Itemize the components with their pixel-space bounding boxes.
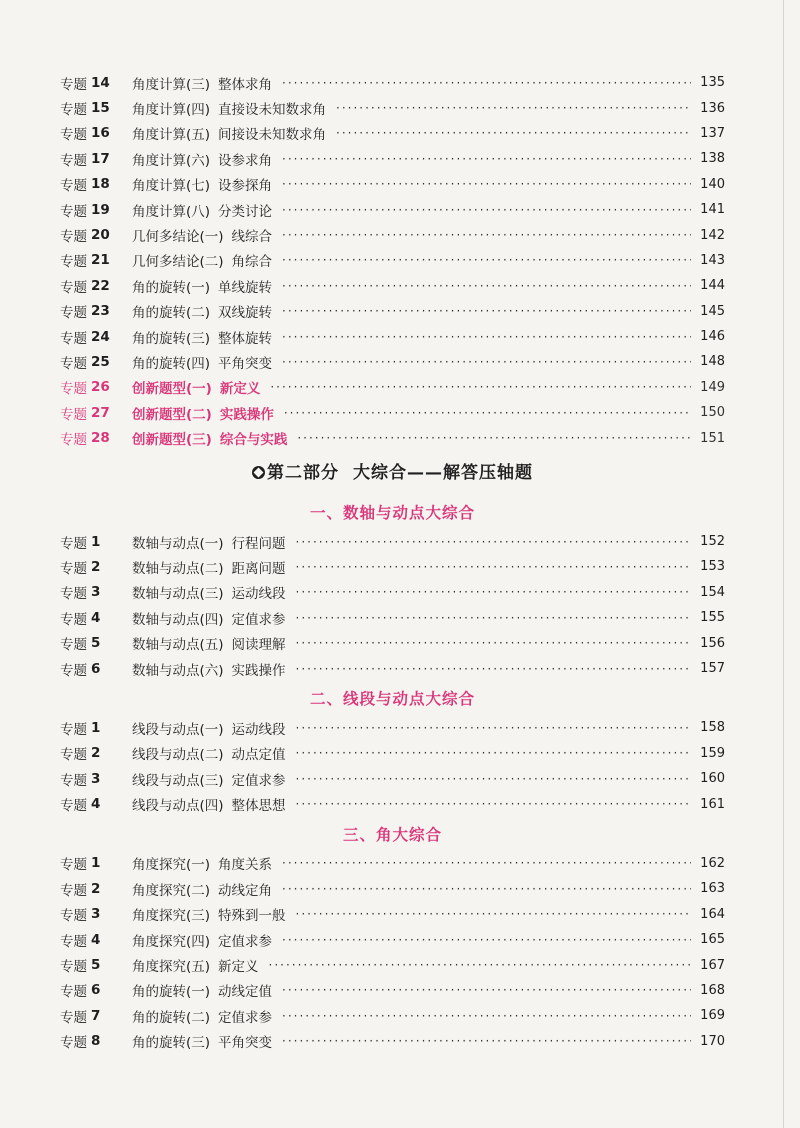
toc-entry[interactable]	[60, 248, 725, 273]
entry-page-number: 159	[700, 745, 725, 761]
entry-title: 整体旋转	[218, 330, 273, 347]
dot-leader	[296, 585, 691, 599]
section-heading: 三、角大综合	[342, 825, 442, 844]
entry-number: 3	[91, 584, 101, 601]
entry-label: 专题	[60, 882, 87, 899]
entry-series: 线段与动点(二)	[132, 747, 224, 764]
dot-leader	[282, 1009, 691, 1023]
entry-number: 5	[91, 957, 101, 974]
entry-title: 动线定值	[218, 984, 273, 1001]
entry-title: 平角突变	[218, 355, 273, 372]
toc-list-part1-tail	[60, 70, 725, 451]
entry-label: 专题	[60, 152, 87, 169]
entry-series: 数轴与动点(六)	[132, 662, 224, 679]
dot-leader	[282, 253, 691, 267]
entry-title: 单线旋转	[218, 279, 273, 296]
entry-number: 24	[91, 328, 110, 345]
entry-series: 角度探究(五)	[132, 959, 211, 976]
dot-leader	[282, 983, 691, 997]
toc-entry[interactable]	[60, 978, 725, 1003]
toc-entry[interactable]	[60, 927, 725, 952]
dot-leader	[282, 882, 691, 896]
dot-leader	[282, 203, 691, 217]
entry-number: 15	[91, 100, 110, 117]
entry-lead	[60, 557, 126, 577]
entry-page-number: 152	[700, 534, 725, 550]
entry-title: 实践操作	[231, 662, 286, 679]
entry-label: 专题	[60, 102, 87, 119]
entry-label: 专题	[60, 984, 87, 1001]
entry-label: 专题	[60, 560, 87, 577]
entry-page-number: 145	[700, 303, 725, 319]
entry-series: 角度计算(六)	[132, 152, 211, 169]
toc-entry[interactable]	[60, 1003, 725, 1028]
dot-leader	[282, 856, 691, 870]
entry-series: 角的旋转(三)	[132, 330, 211, 347]
dot-leader	[284, 406, 691, 420]
toc-entry[interactable]	[60, 630, 725, 655]
entry-title: 定值求参	[218, 1009, 273, 1026]
entry-page-number: 154	[700, 584, 725, 600]
entry-title: 定值求参	[218, 933, 273, 950]
dot-leader	[282, 355, 691, 369]
entry-lead	[60, 794, 126, 814]
part-heading	[60, 453, 725, 493]
toc-entry[interactable]	[60, 580, 725, 605]
entry-number: 4	[91, 796, 101, 813]
entry-lead	[60, 955, 126, 975]
dot-leader	[282, 933, 691, 947]
dot-leader	[296, 772, 691, 786]
toc-list-section-2	[60, 715, 725, 817]
entry-label: 专题	[60, 1009, 87, 1026]
entry-lead	[60, 301, 126, 321]
dot-leader	[296, 535, 691, 549]
toc-entry[interactable]	[60, 121, 725, 146]
entry-number: 26	[91, 379, 110, 396]
entry-label: 专题	[60, 381, 87, 398]
toc-entry[interactable]	[60, 95, 725, 120]
entry-series: 角的旋转(二)	[132, 305, 211, 322]
entry-page-number: 153	[700, 559, 725, 575]
entry-title: 整体思想	[231, 798, 286, 815]
toc-entry[interactable]	[60, 299, 725, 324]
dot-leader	[282, 177, 691, 191]
entry-lead	[60, 73, 126, 93]
entry-title: 行程问题	[231, 535, 286, 552]
dot-leader	[282, 330, 691, 344]
entry-page-number: 158	[700, 720, 725, 736]
entry-label: 专题	[60, 959, 87, 976]
dot-leader	[296, 560, 691, 574]
entry-label: 专题	[60, 637, 87, 654]
entry-series: 创新题型(一)	[132, 381, 212, 398]
dot-leader	[296, 797, 691, 811]
entry-title: 特殊到一般	[218, 908, 286, 925]
toc-entry[interactable]	[60, 876, 725, 901]
entry-page-number: 148	[700, 354, 725, 370]
dot-leader	[296, 746, 691, 760]
entry-series: 角度探究(二)	[132, 882, 211, 899]
entry-lead	[60, 377, 126, 397]
section-heading: 二、线段与动点大综合	[309, 690, 475, 709]
entry-series: 几何多结论(二)	[132, 254, 224, 271]
entry-lead	[60, 403, 126, 423]
entry-lead	[60, 276, 126, 296]
entry-page-number: 167	[700, 957, 725, 973]
dot-leader	[296, 636, 691, 650]
entry-lead	[60, 149, 126, 169]
entry-label: 专题	[60, 355, 87, 372]
entry-label: 专题	[60, 203, 87, 220]
entry-series: 创新题型(三)	[132, 432, 212, 449]
toc-entry[interactable]	[60, 554, 725, 579]
entry-series: 创新题型(二)	[132, 406, 212, 423]
entry-page-number: 141	[700, 202, 725, 218]
entry-page-number: 161	[700, 796, 725, 812]
toc-entry[interactable]	[60, 605, 725, 630]
entry-number: 16	[91, 125, 110, 142]
toc-entry[interactable]	[60, 425, 725, 450]
page-edge-line	[783, 0, 784, 1128]
entry-series: 角的旋转(二)	[132, 1009, 211, 1026]
toc-entry[interactable]	[60, 529, 725, 554]
entry-lead	[60, 904, 126, 924]
entry-lead	[60, 718, 126, 738]
entry-label: 专题	[60, 330, 87, 347]
entry-series: 线段与动点(一)	[132, 721, 224, 738]
entry-number: 23	[91, 303, 110, 320]
entry-number: 8	[91, 1033, 101, 1050]
entry-lead	[60, 608, 126, 628]
table-of-contents	[60, 70, 725, 1054]
entry-page-number: 144	[700, 278, 725, 294]
entry-page-number: 149	[700, 379, 725, 395]
entry-number: 6	[91, 982, 101, 999]
entry-lead	[60, 200, 126, 220]
entry-number: 1	[91, 719, 101, 736]
entry-lead	[60, 428, 126, 448]
toc-list-section-3	[60, 851, 725, 1054]
entry-series: 数轴与动点(五)	[132, 637, 224, 654]
entry-series: 线段与动点(四)	[132, 798, 224, 815]
entry-title: 定值求参	[231, 772, 286, 789]
entry-series: 数轴与动点(三)	[132, 586, 224, 603]
entry-page-number: 168	[700, 982, 725, 998]
entry-number: 25	[91, 353, 110, 370]
toc-entry[interactable]	[60, 197, 725, 222]
entry-page-number: 136	[700, 100, 725, 116]
entry-number: 4	[91, 931, 101, 948]
entry-series: 角的旋转(一)	[132, 279, 211, 296]
toc-entry[interactable]	[60, 324, 725, 349]
entry-title: 综合与实践	[219, 432, 288, 449]
entry-title: 设参探角	[218, 178, 273, 195]
toc-entry[interactable]	[60, 70, 725, 95]
entry-number: 18	[91, 176, 110, 193]
dot-leader	[282, 228, 691, 242]
entry-lead	[60, 769, 126, 789]
entry-page-number: 169	[700, 1008, 725, 1024]
entry-number: 7	[91, 1007, 101, 1024]
entry-number: 14	[91, 74, 110, 91]
entry-page-number: 170	[700, 1033, 725, 1049]
entry-label: 专题	[60, 662, 87, 679]
toc-entry[interactable]	[60, 766, 725, 791]
entry-title: 平角突变	[218, 1035, 273, 1052]
toc-entry[interactable]	[60, 851, 725, 876]
entry-label: 专题	[60, 279, 87, 296]
entry-label: 专题	[60, 178, 87, 195]
entry-title: 运动线段	[231, 721, 286, 738]
entry-number: 28	[91, 430, 110, 447]
entry-series: 角度计算(五)	[132, 127, 211, 144]
entry-label: 专题	[60, 254, 87, 271]
toc-entry[interactable]	[60, 375, 725, 400]
entry-label: 专题	[60, 305, 87, 322]
entry-title: 直接设未知数求角	[218, 102, 327, 119]
dot-leader	[296, 721, 691, 735]
entry-lead	[60, 659, 126, 679]
entry-title: 定值求参	[231, 611, 286, 628]
entry-series: 数轴与动点(一)	[132, 535, 224, 552]
dot-leader	[282, 1034, 691, 1048]
entry-series: 角度探究(三)	[132, 908, 211, 925]
entry-series: 数轴与动点(四)	[132, 611, 224, 628]
toc-entry[interactable]	[60, 172, 725, 197]
entry-label: 专题	[60, 772, 87, 789]
entry-series: 角的旋转(四)	[132, 355, 211, 372]
entry-number: 22	[91, 277, 110, 294]
toc-entry[interactable]	[60, 273, 725, 298]
entry-title: 线综合	[231, 229, 273, 246]
entry-series: 角度计算(三)	[132, 76, 211, 93]
entry-page-number: 155	[700, 610, 725, 626]
entry-number: 19	[91, 201, 110, 218]
entry-number: 6	[91, 660, 101, 677]
section-heading: 一、数轴与动点大综合	[309, 503, 475, 522]
entry-series: 角度探究(四)	[132, 933, 211, 950]
entry-number: 5	[91, 635, 101, 652]
dot-leader	[282, 152, 691, 166]
entry-number: 3	[91, 770, 101, 787]
entry-number: 21	[91, 252, 110, 269]
entry-number: 20	[91, 227, 110, 244]
entry-page-number: 163	[700, 881, 725, 897]
dot-leader	[336, 101, 691, 115]
dot-leader	[296, 611, 691, 625]
entry-page-number: 138	[700, 151, 725, 167]
entry-label: 专题	[60, 857, 87, 874]
toc-entry[interactable]	[60, 952, 725, 977]
entry-title: 间接设未知数求角	[218, 127, 327, 144]
dot-leader	[296, 907, 691, 921]
entry-series: 数轴与动点(二)	[132, 560, 224, 577]
toc-entry[interactable]	[60, 146, 725, 171]
entry-number: 17	[91, 150, 110, 167]
entry-title: 动线定角	[218, 882, 273, 899]
entry-series: 角的旋转(一)	[132, 984, 211, 1001]
entry-page-number: 140	[700, 176, 725, 192]
entry-title: 整体求角	[218, 76, 273, 93]
entry-page-number: 150	[700, 405, 725, 421]
entry-label: 专题	[60, 798, 87, 815]
entry-series: 角的旋转(三)	[132, 1035, 211, 1052]
entry-label: 专题	[60, 908, 87, 925]
entry-title: 运动线段	[231, 586, 286, 603]
entry-lead	[60, 1031, 126, 1051]
entry-page-number: 160	[700, 771, 725, 787]
toc-entry[interactable]	[60, 715, 725, 740]
entry-lead	[60, 743, 126, 763]
entry-label: 专题	[60, 1035, 87, 1052]
entry-number: 2	[91, 745, 101, 762]
entry-number: 3	[91, 906, 101, 923]
entry-page-number: 135	[700, 75, 725, 91]
entry-lead	[60, 633, 126, 653]
entry-page-number: 165	[700, 932, 725, 948]
entry-label: 专题	[60, 586, 87, 603]
entry-page-number: 142	[700, 227, 725, 243]
entry-number: 4	[91, 609, 101, 626]
entry-title: 距离问题	[231, 560, 286, 577]
entry-title: 双线旋转	[218, 305, 273, 322]
toc-entry[interactable]	[60, 656, 725, 681]
entry-series: 角度计算(八)	[132, 203, 211, 220]
entry-lead	[60, 327, 126, 347]
toc-entry[interactable]	[60, 222, 725, 247]
entry-lead	[60, 879, 126, 899]
entry-lead	[60, 98, 126, 118]
entry-series: 线段与动点(三)	[132, 772, 224, 789]
toc-entry[interactable]	[60, 349, 725, 374]
entry-lead	[60, 532, 126, 552]
entry-lead	[60, 853, 126, 873]
entry-series: 几何多结论(一)	[132, 229, 224, 246]
entry-page-number: 156	[700, 635, 725, 651]
dot-leader	[282, 304, 691, 318]
dot-leader	[270, 380, 691, 394]
entry-lead	[60, 123, 126, 143]
entry-page-number: 137	[700, 125, 725, 141]
toc-list-section-1	[60, 529, 725, 681]
entry-number: 1	[91, 855, 101, 872]
toc-entry[interactable]	[60, 400, 725, 425]
entry-lead	[60, 174, 126, 194]
toc-entry[interactable]	[60, 1029, 725, 1054]
entry-lead	[60, 352, 126, 372]
entry-page-number: 157	[700, 661, 725, 676]
entry-lead	[60, 250, 126, 270]
entry-number: 2	[91, 880, 101, 897]
dot-leader	[282, 76, 691, 90]
dot-leader	[282, 279, 691, 293]
diamond-bullet-icon	[252, 466, 265, 479]
entry-title: 新定义	[218, 959, 259, 976]
entry-number: 2	[91, 558, 101, 575]
entry-series: 角度计算(四)	[132, 102, 211, 119]
entry-page-number: 164	[700, 906, 725, 922]
dot-leader	[296, 662, 691, 676]
dot-leader	[336, 126, 691, 140]
entry-page-number: 162	[700, 855, 725, 871]
entry-label: 专题	[60, 747, 87, 764]
entry-label: 专题	[60, 76, 87, 93]
entry-number: 1	[91, 533, 101, 550]
entry-label: 专题	[60, 721, 87, 738]
toc-entry[interactable]	[60, 902, 725, 927]
entry-title: 新定义	[219, 381, 261, 398]
entry-lead	[60, 1006, 126, 1026]
dot-leader	[297, 431, 691, 445]
dot-leader	[269, 958, 691, 972]
entry-title: 分类讨论	[218, 203, 273, 220]
entry-title: 角综合	[231, 254, 273, 271]
entry-label: 专题	[60, 611, 87, 628]
entry-label: 专题	[60, 229, 87, 246]
part-title: 大综合——解答压轴题	[353, 462, 533, 483]
entry-series: 角度计算(七)	[132, 178, 211, 195]
entry-title: 实践操作	[219, 406, 274, 423]
entry-label: 专题	[60, 127, 87, 144]
entry-lead	[60, 980, 126, 1000]
entry-label: 专题	[60, 406, 87, 423]
entry-title: 设参求角	[218, 152, 273, 169]
entry-lead	[60, 930, 126, 950]
entry-lead	[60, 582, 126, 602]
entry-title: 角度关系	[218, 857, 273, 874]
toc-entry[interactable]	[60, 791, 725, 816]
entry-label: 专题	[60, 535, 87, 552]
entry-series: 角度探究(一)	[132, 857, 211, 874]
entry-title: 阅读理解	[231, 637, 286, 654]
entry-page-number: 143	[700, 252, 725, 268]
entry-number: 27	[91, 404, 110, 421]
entry-page-number: 146	[700, 329, 725, 345]
entry-page-number: 151	[700, 430, 725, 446]
entry-label: 专题	[60, 933, 87, 950]
entry-lead	[60, 225, 126, 245]
part-prefix: 第二部分	[267, 462, 339, 483]
toc-entry[interactable]	[60, 741, 725, 766]
entry-label: 专题	[60, 432, 87, 449]
entry-title: 动点定值	[231, 747, 286, 764]
